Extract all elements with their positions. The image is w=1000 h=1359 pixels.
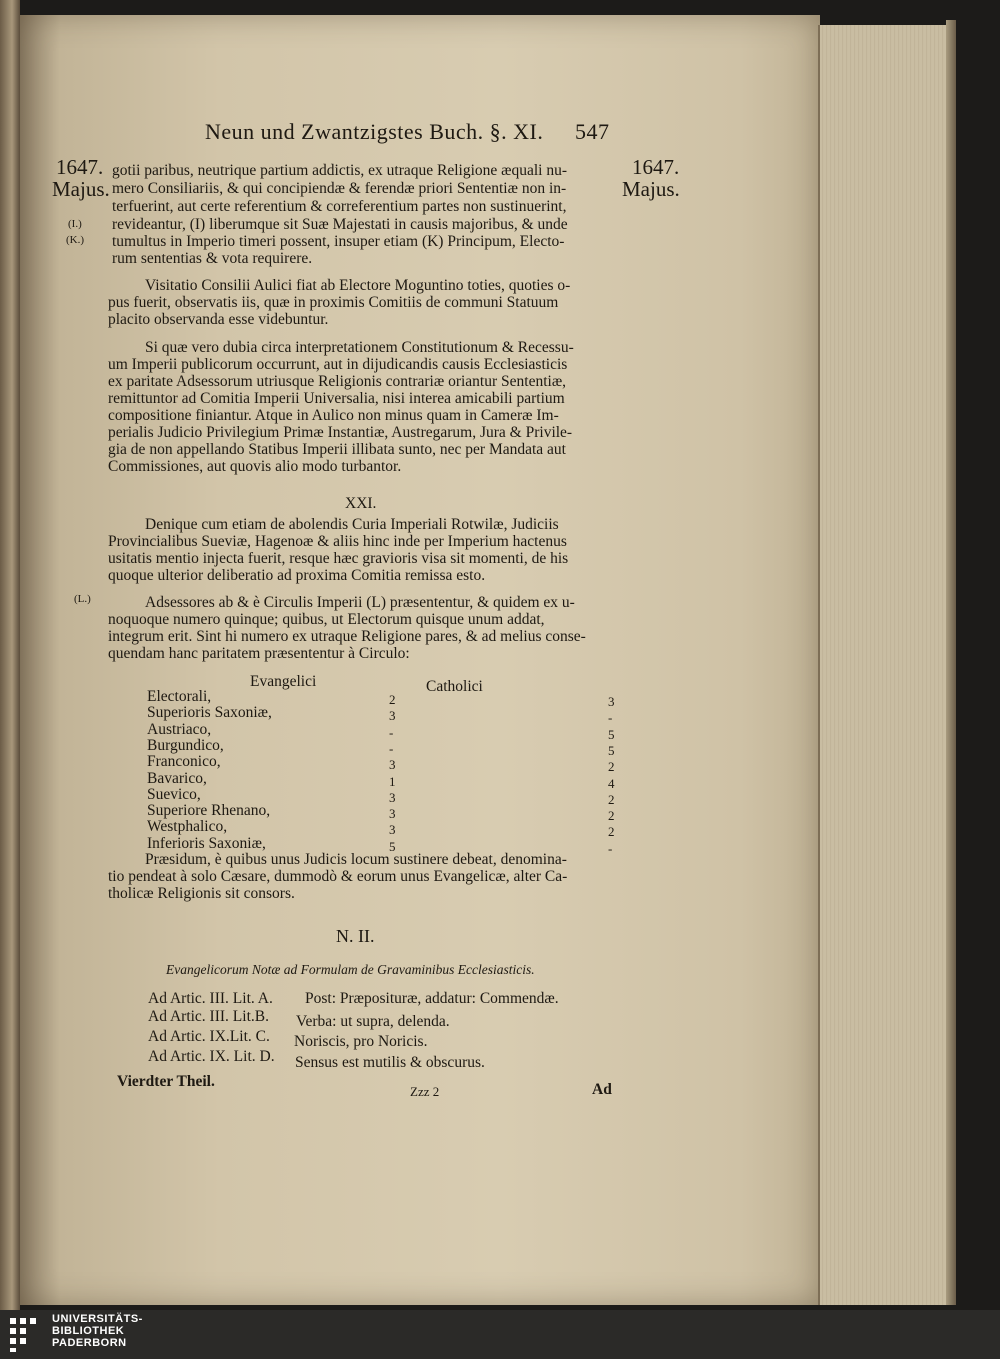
table-catholici-count: 2 — [608, 824, 615, 840]
footer-volume: Vierdter Theil. — [117, 1073, 215, 1090]
table-evangelici-count: - — [389, 724, 394, 740]
library-line: UNIVERSITÄTS- — [52, 1313, 143, 1325]
text-line: mero Consiliariis, & qui concipiendæ & ferendæ priori Sententiæ non in- — [112, 180, 567, 197]
section-heading-NII: N. II. — [336, 926, 375, 946]
left-page-edge — [0, 0, 20, 1310]
text-line: Commissiones, aut quovis alio modo turbantor. — [108, 458, 402, 475]
library-logo-icon — [8, 1316, 48, 1354]
table-circle-name: Inferioris Saxoniæ, — [147, 834, 266, 852]
text-line: integrum erit. Sint hi numero ex utraque Religione pares, & ad melius conse- — [108, 628, 586, 645]
text-line: um Imperii publicorum occurrunt, aut in dijudicandis causis Ecclesiasticis — [108, 356, 568, 373]
margin-month-right: Majus. — [622, 177, 680, 201]
text-line: Præsidum, è quibus unus Judicis locum sustinere debeat, denomina- — [145, 851, 567, 868]
col-header-evangelici: Evangelici — [250, 673, 317, 690]
text-line: gotii paribus, neutrique partium addictis, ex utraque Religione æquali nu- — [112, 162, 567, 179]
library-name — [52, 1313, 143, 1349]
text-line: Visitatio Consilii Aulici fiat ab Electore Moguntino toties, quoties o- — [145, 277, 571, 294]
table-catholici-count: - — [608, 710, 613, 726]
text-line: revideantur, (I) liberumque sit Suæ Majestati in causis majoribus, & unde — [112, 216, 568, 233]
text-line: quendam hanc paritatem præsententur à Circulo: — [108, 645, 410, 662]
margin-month-left: Majus. — [52, 177, 110, 201]
table-catholici-count: 3 — [608, 694, 615, 709]
note-ref: Ad Artic. III. Lit. A. — [148, 990, 273, 1007]
subtitle: Evangelicorum Notæ ad Formulam de Gravaminibus Ecclesiasticis. — [166, 962, 535, 977]
text-line: gia de non appellando Statibus Imperii illibata sunto, nec per Mandata aut — [108, 441, 566, 458]
page-number: 547 — [575, 119, 610, 144]
text-line: noquoque numero quinque; quibus, ut Electorum quisque unum addat, — [108, 611, 545, 628]
text-line: Provincialibus Sueviæ, Hagenoæ & aliis hinc inde per Imperium hactenus — [108, 533, 567, 550]
text-line: remittuntor ad Comitia Imperii Universalia, nisi interea amicabili partium — [108, 390, 565, 407]
table-evangelici-count: 3 — [389, 757, 396, 773]
table-circle-name: Superioris Saxoniæ, — [147, 704, 272, 722]
text-line: rum sententias & vota requirere. — [112, 250, 313, 267]
margin-year-right: 1647. — [632, 155, 680, 179]
page-edges — [818, 25, 948, 1305]
table-evangelici-count: 3 — [389, 822, 396, 838]
text-line: ex paritate Adsessorum utriusque Religionis contrariæ oriantur Sententiæ, — [108, 373, 567, 390]
text-line: Denique cum etiam de abolendis Curia Imperiali Rotwilæ, Judiciis — [145, 516, 559, 533]
table-catholici-count: 5 — [608, 742, 615, 758]
table-evangelici-count: 3 — [389, 789, 396, 805]
table-circle-name: Bavarico, — [147, 769, 207, 787]
library-footer — [0, 1310, 1000, 1359]
table-circle-name: Austriaco, — [147, 720, 212, 738]
margin-note-K: (K.) — [66, 234, 85, 246]
library-line: PADERBORN — [52, 1337, 127, 1349]
text-line: tholicæ Religionis sit consors. — [108, 885, 295, 902]
margin-note-I: (I.) — [68, 218, 82, 230]
note-text: Noriscis, pro Noricis. — [294, 1033, 428, 1050]
table-evangelici-count: 1 — [389, 773, 396, 789]
table-catholici-count: 2 — [608, 791, 615, 807]
text-line: usitatis mentio injecta fuerit, resque hæc gravioris visa sit momenti, de his — [108, 550, 569, 567]
note-ref: Ad Artic. III. Lit.B. — [148, 1008, 269, 1025]
text-line: pus fuerit, observatis iis, quæ in proximis Comitiis de communi Statuum — [108, 294, 559, 311]
table-catholici-count: 4 — [608, 775, 615, 791]
table-evangelici-count: 3 — [389, 806, 396, 822]
table-evangelici-count: - — [389, 740, 394, 756]
table-evangelici-count: 2 — [389, 692, 396, 707]
text-line: Adsessores ab & è Circulis Imperii (L) præsententur, & quidem ex u- — [145, 594, 575, 611]
col-header-catholici: Catholici — [426, 678, 483, 695]
table-catholici-count: 5 — [608, 726, 615, 742]
footer-catchword: Ad — [592, 1081, 612, 1098]
table-catholici-count: - — [608, 840, 613, 856]
note-text: Verba: ut supra, delenda. — [296, 1013, 450, 1030]
table-circle-name: Westphalico, — [147, 818, 228, 836]
table-circle-name: Suevico, — [147, 785, 201, 803]
table-catholici-count: 2 — [608, 808, 615, 824]
library-line: BIBLIOTHEK — [52, 1325, 125, 1337]
table-circle-name: Burgundico, — [147, 736, 224, 754]
table-evangelici-count: 5 — [389, 838, 396, 854]
section-heading-XXI: XXI. — [345, 495, 377, 512]
table-circle-name: Electorali, — [147, 688, 212, 705]
text-line: placito observanda esse videbuntur. — [108, 311, 329, 328]
margin-year-left: 1647. — [56, 155, 104, 179]
table-catholici-count: 2 — [608, 759, 615, 775]
table-evangelici-count: 3 — [389, 708, 396, 724]
footer-signature: Zzz 2 — [410, 1084, 440, 1099]
note-ref: Ad Artic. IX. Lit. D. — [148, 1048, 275, 1065]
text-line: quoque ulterior deliberatio ad proxima Comitia remissa esto. — [108, 567, 486, 584]
book-cover-edge — [946, 20, 956, 1305]
text-line: terfuerint, aut certe referentium & correferentium partes non sustinuerint, — [112, 198, 567, 215]
note-ref: Ad Artic. IX.Lit. C. — [148, 1028, 270, 1045]
text-line: compositione finiantur. Atque in Aulico non minus quam in Cameræ Im- — [108, 407, 559, 424]
table-circle-name: Superiore Rhenano, — [147, 802, 271, 820]
margin-note-L: (L.) — [74, 593, 91, 605]
note-text: Sensus est mutilis & obscurus. — [295, 1054, 485, 1071]
table-circle-name: Franconico, — [147, 753, 221, 771]
text-line: tio pendeat à solo Cæsare, dummodò & eorum unus Evangelicæ, alter Ca- — [108, 868, 568, 885]
text-line: perialis Judicio Privilegium Primæ Instantiæ, Austregarum, Jura & Privile- — [108, 424, 573, 441]
running-title: Neun und Zwantzigstes Buch. §. XI. — [205, 119, 544, 144]
note-text: Post: Præposituræ, addatur: Commendæ. — [305, 990, 559, 1007]
text-line: tumultus in Imperio timeri possent, insuper etiam (K) Principum, Electo- — [112, 233, 565, 250]
text-line: Si quæ vero dubia circa interpretationem Constitutionum & Recessu- — [145, 339, 574, 356]
